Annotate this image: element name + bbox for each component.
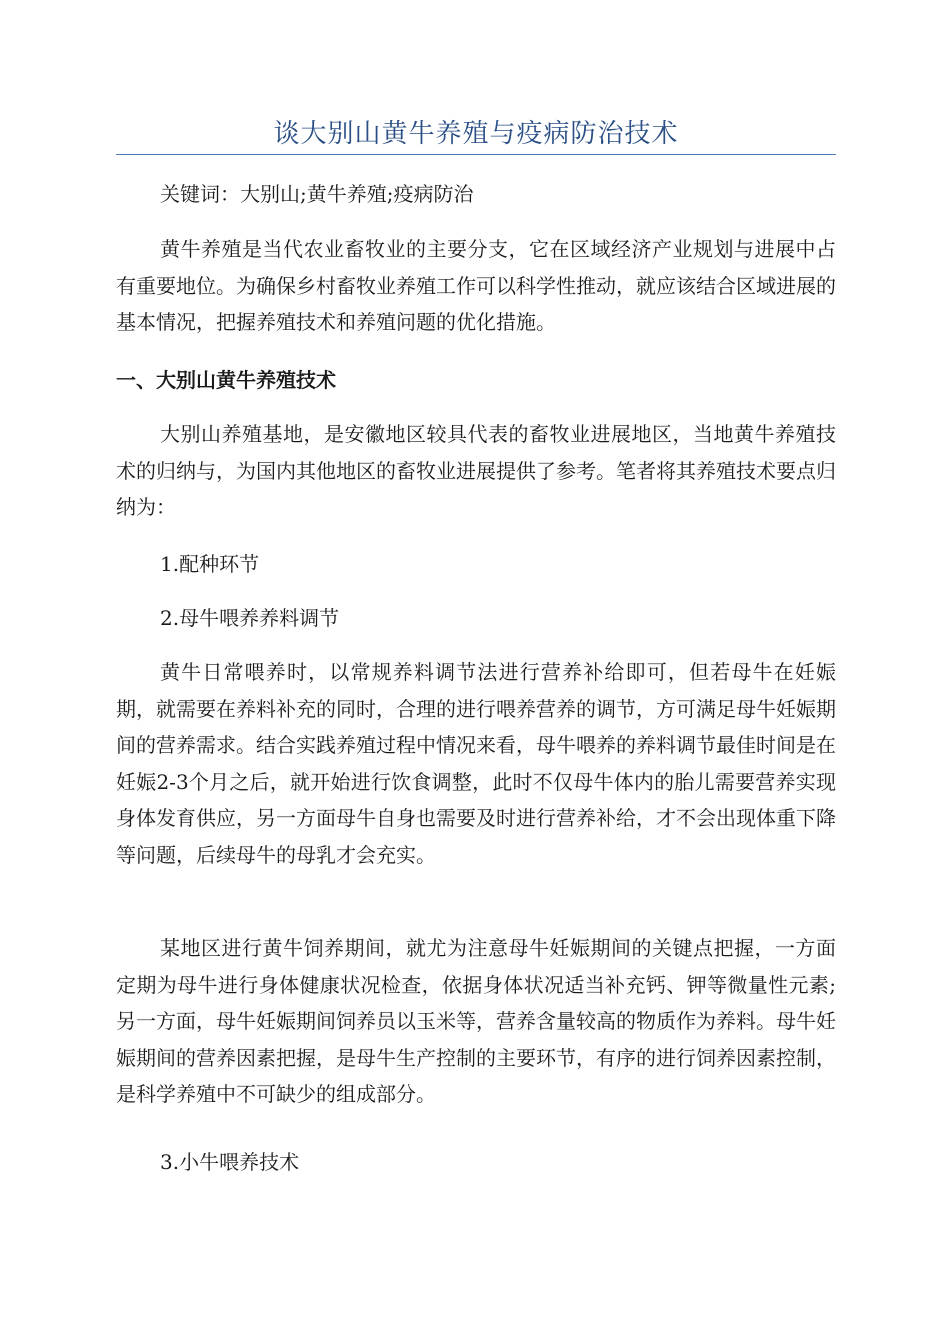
section-heading-1: 一、大别山黄牛养殖技术 bbox=[116, 368, 336, 392]
section1-paragraph-1: 大别山养殖基地，是安徽地区较具代表的畜牧业进展地区，当地黄牛养殖技术的归纳与，为国内其他地区的畜牧业进展提供了参考。笔者将其养殖技术要点归纳为： bbox=[116, 422, 836, 519]
keywords-line: 关键词：大别山;黄牛养殖;疫病防治 bbox=[160, 182, 474, 206]
subsection-item-1: 1.配种环节 bbox=[160, 552, 260, 576]
intro-paragraph: 黄牛养殖是当代农业畜牧业的主要分支，它在区域经济产业规划与进展中占有重要地位。为确保乡村畜牧业养殖工作可以科学性推动，就应该结合区域进展的基本情况，把握养殖技术和养殖问题的优化措施。 bbox=[116, 237, 836, 334]
title-underline bbox=[116, 154, 836, 155]
subsection-item-2: 2.母牛喂养养料调节 bbox=[160, 606, 340, 630]
section1-paragraph-3: 某地区进行黄牛饲养期间，就尤为注意母牛妊娠期间的关键点把握，一方面定期为母牛进行身体健康状况检查，依据身体状况适当补充钙、钾等微量性元素;另一方面，母牛妊娠期间饲养员以玉米等，营养含量较高的物质作为养料。母牛妊娠期间的营养因素把握，是母牛生产控制的主要环节，有序的进行饲养因素控制，是科学养殖中不可缺少的组成部分。 bbox=[116, 936, 836, 1106]
section1-paragraph-2: 黄牛日常喂养时，以常规养料调节法进行营养补给即可，但若母牛在妊娠期，就需要在养料补充的同时，合理的进行喂养营养的调节，方可满足母牛妊娠期间的营养需求。结合实践养殖过程中情况来看，母牛喂养的养料调节最佳时间是在妊娠2-3个月之后，就开始进行饮食调整，此时不仅母牛体内的胎儿需要营养实现身体发育供应，另一方面母牛自身也需要及时进行营养补给，才不会出现体重下降等问题，后续母牛的母乳才会充实。 bbox=[116, 660, 836, 867]
document-title: 谈大别山黄牛养殖与疫病防治技术 bbox=[273, 119, 679, 149]
subsection-item-3: 3.小牛喂养技术 bbox=[160, 1150, 300, 1174]
